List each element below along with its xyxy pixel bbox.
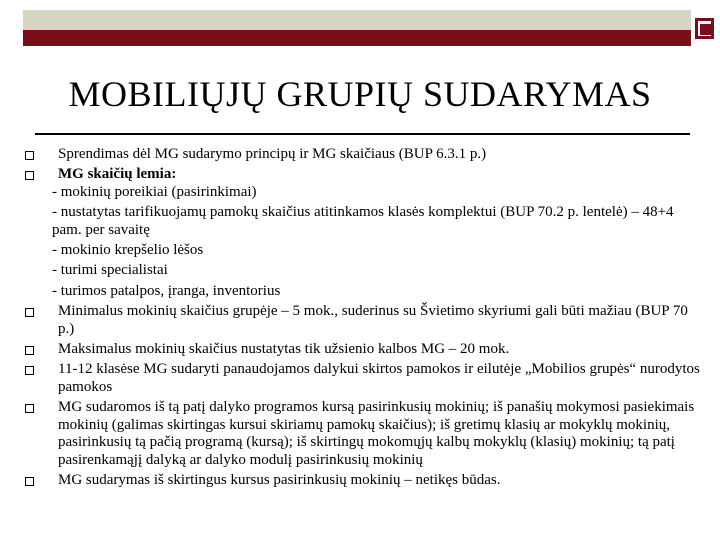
slide-content bbox=[22, 146, 702, 489]
square-bullet-icon bbox=[25, 171, 34, 180]
title-divider bbox=[35, 133, 690, 135]
list-subitem: - nustatytas tarifikuojamų pamokų skaičius atitinkamos klasės komplektui (BUP 70.2 p. lentelė) – 48+4 pam. per savaitę bbox=[52, 204, 674, 238]
list-subitem: - mokinių poreikiai (pasirinkimai) bbox=[52, 183, 257, 200]
list-item: MG sudaromos iš tą patį dalyko programos kursą pasirinkusių mokinių; iš panašių mokymosi pasiekimais mokinių (galimas skirtingas kursui skiriamų pamokų skaičius); iš gretimų klasių ar mokyklų mokinių, pasirinkusių tą pačią programą (kursą); iš skirtingų mokomųjų kalbų mokyklų (klasių) mokinių; tą patį pasirenkamąjį dalyką ar dalyko modulį pasirinkusių mokinių bbox=[22, 399, 702, 469]
square-bullet-icon bbox=[25, 404, 34, 413]
list-item: Sprendimas dėl MG sudarymo principų ir MG skaičiaus (BUP 6.3.1 p.) bbox=[22, 146, 702, 163]
list-item: MG skaičių lemia: bbox=[22, 166, 702, 183]
square-bullet-icon bbox=[25, 366, 34, 375]
square-bullet-icon bbox=[25, 308, 34, 317]
top-decoration-bar bbox=[23, 10, 714, 38]
list-item: Minimalus mokinių skaičius grupėje – 5 mok., suderinus su Švietimo skyriumi gali būti mažiau (BUP 70 p.) bbox=[22, 303, 702, 338]
square-bullet-icon bbox=[25, 151, 34, 160]
list-item: Maksimalus mokinių skaičius nustatytas tik užsienio kalbos MG – 20 mok. bbox=[22, 341, 702, 358]
list-subitem: - mokinio krepšelio lėšos bbox=[52, 242, 204, 259]
corner-square-icon bbox=[695, 18, 714, 39]
square-bullet-icon bbox=[25, 346, 34, 355]
list-subitem: - turimi specialistai bbox=[52, 262, 168, 279]
list-item: MG sudarymas iš skirtingus kursus pasirinkusių mokinių – netikęs būdas. bbox=[22, 472, 702, 489]
square-bullet-icon bbox=[25, 477, 34, 486]
top-bar-accent bbox=[23, 30, 691, 46]
slide-title: MOBILIŲJŲ GRUPIŲ SUDARYMAS bbox=[68, 74, 652, 114]
list-subitem: - turimos patalpos, įranga, inventorius bbox=[52, 282, 281, 299]
list-item: 11-12 klasėse MG sudaryti panaudojamos dalykui skirtos pamokos ir eilutėje „Mobilios grupės“ nurodytos pamokos bbox=[22, 361, 702, 396]
